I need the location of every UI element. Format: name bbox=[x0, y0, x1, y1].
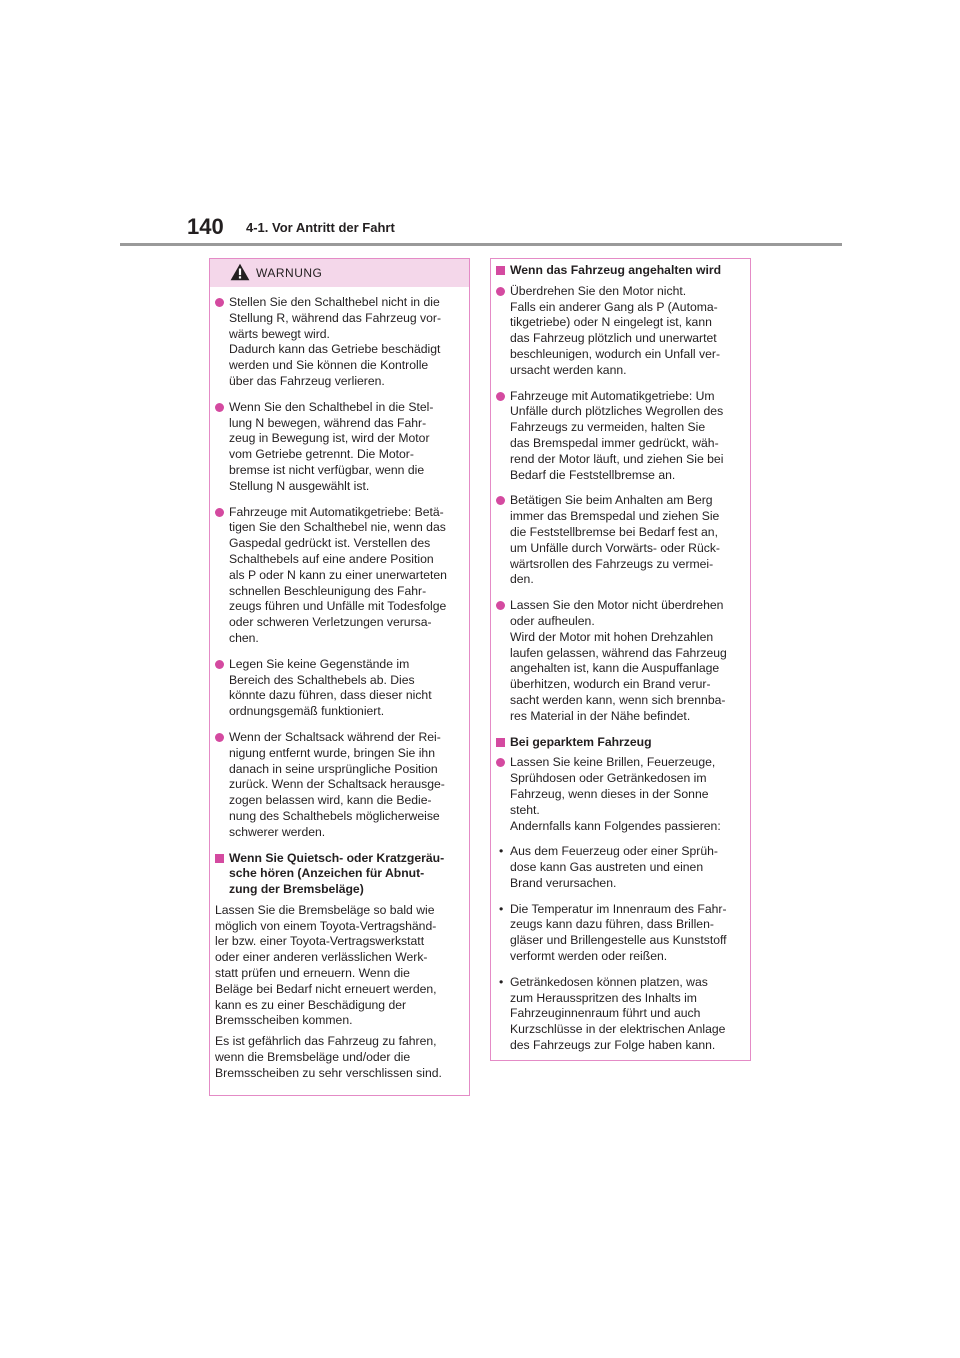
bullet-item bbox=[496, 755, 746, 834]
section-heading bbox=[215, 851, 465, 898]
text-line: vom Getriebe getrennt. Die Motor- bbox=[229, 447, 414, 462]
text-line: Stellen Sie den Schalthebel nicht in die bbox=[229, 295, 440, 309]
text-line: das Fahrzeug plötzlich und unerwartet bbox=[510, 331, 717, 346]
bullet-item bbox=[215, 400, 465, 495]
text-line: Lassen Sie keine Brillen, Feuerzeuge, bbox=[510, 755, 716, 770]
dash-item bbox=[496, 902, 746, 965]
text-line: steht. bbox=[510, 802, 540, 817]
text-line: res Material in der Nähe befindet. bbox=[510, 708, 691, 723]
text-line: dose kann Gas austreten und einen bbox=[510, 860, 704, 875]
text-line: zurück. Wenn der Schaltsack herausge- bbox=[229, 777, 445, 792]
text-line: sche hören (Anzeichen für Abnut- bbox=[229, 866, 425, 881]
text-line: Wenn Sie den Schalthebel in die Stel- bbox=[229, 399, 434, 414]
text-line: Bereich des Schalthebels ab. Dies bbox=[229, 672, 415, 687]
text-line: zung der Bremsbeläge) bbox=[229, 882, 364, 897]
text-line: Sprühdosen oder Getränkedosen im bbox=[510, 771, 707, 786]
bullet-item bbox=[496, 598, 746, 724]
text-line: Es ist gefährlich das Fahrzeug zu fahren, bbox=[215, 1034, 437, 1049]
text-line: Legen Sie keine Gegenstände im bbox=[229, 656, 410, 671]
text-line: bremse ist nicht verfügbar, wenn die bbox=[229, 462, 425, 477]
text-line: tikgetriebe) oder N eingelegt ist, kann bbox=[510, 315, 712, 330]
text-line: zeugs führen und Unfälle mit Todesfolge bbox=[229, 599, 447, 614]
square-bullet-icon bbox=[215, 854, 224, 863]
paragraph bbox=[215, 903, 465, 1029]
text-line: Stellung N ausgewählt ist. bbox=[229, 478, 370, 493]
text-line: beschleunigen, wodurch ein Unfall ver- bbox=[510, 346, 721, 361]
text-line: als P oder N kann zu einer unerwarteten bbox=[229, 567, 447, 582]
square-bullet-icon bbox=[496, 738, 505, 747]
text-line: Die Temperatur im Innenraum des Fahr- bbox=[510, 901, 727, 916]
text-line: oder aufheulen. bbox=[510, 613, 595, 628]
text-line: angehalten ist, kann die Auspuffanlage bbox=[510, 661, 720, 676]
text-line: verformt werden oder reißen. bbox=[510, 949, 668, 964]
text-line: schnellen Beschleunigung des Fahr- bbox=[229, 583, 427, 598]
text-line: Fahrzeuge mit Automatikgetriebe: Um bbox=[510, 388, 715, 403]
header-rule bbox=[120, 243, 842, 246]
text-line: zum Herausspritzen des Inhalts im bbox=[510, 990, 697, 1005]
text-line: Brand verursachen. bbox=[510, 875, 617, 890]
small-bullet-icon: • bbox=[499, 974, 504, 989]
round-bullet-icon bbox=[496, 496, 505, 505]
text-line: werden und Sie können die Kontrolle bbox=[229, 358, 429, 373]
warning-content-left bbox=[215, 295, 465, 1087]
text-line: kann es zu einer Beschädigung der bbox=[215, 997, 407, 1012]
text-line: Fahrzeuge mit Automatikgetriebe: Betä- bbox=[229, 504, 444, 519]
text-line: ursacht werden kann. bbox=[510, 362, 627, 377]
text-line: Wenn Sie Quietsch- oder Kratzgeräu- bbox=[229, 850, 445, 865]
warning-header bbox=[210, 259, 469, 287]
dash-item bbox=[496, 844, 746, 891]
bullet-item bbox=[496, 389, 746, 484]
text-line: nigung entfernt wurde, bringen Sie ihn bbox=[229, 745, 435, 760]
text-line: Dadurch kann das Getriebe beschädigt bbox=[229, 342, 441, 357]
text-line: immer das Bremspedal und ziehen Sie bbox=[510, 509, 720, 524]
square-bullet-icon bbox=[496, 266, 505, 275]
text-line: Fahrzeuginnenraum führt und auch bbox=[510, 1006, 701, 1021]
text-line: Fahrzeug, wenn dieses in der Sonne bbox=[510, 786, 709, 801]
text-line: danach in seine ursprüngliche Position bbox=[229, 761, 438, 776]
text-line: Bremsscheiben kommen. bbox=[215, 1013, 353, 1028]
text-line: zeug in Bewegung ist, wird der Motor bbox=[229, 431, 430, 446]
round-bullet-icon bbox=[215, 660, 224, 669]
bullet-item bbox=[215, 730, 465, 841]
text-line: ler bzw. einer Toyota-Vertragswerkstatt bbox=[215, 934, 425, 949]
text-line: zogen belassen wird, kann die Bedie- bbox=[229, 793, 432, 808]
text-line: chen. bbox=[229, 630, 259, 645]
text-line: Wird der Motor mit hohen Drehzahlen bbox=[510, 629, 714, 644]
section-title: 4-1. Vor Antritt der Fahrt bbox=[246, 220, 395, 235]
text-line: nung des Schalthebels möglicherweise bbox=[229, 808, 440, 823]
section-heading bbox=[496, 735, 746, 751]
warning-label: WARNUNG bbox=[256, 266, 323, 280]
round-bullet-icon bbox=[496, 758, 505, 767]
text-line: Bei geparktem Fahrzeug bbox=[510, 734, 652, 749]
page-number: 140 bbox=[187, 214, 224, 239]
text-line: Fahrzeugs zu vermeiden, halten Sie bbox=[510, 420, 706, 435]
text-line: möglich von einem Toyota-Vertragshänd- bbox=[215, 918, 437, 933]
bullet-item bbox=[496, 493, 746, 588]
text-line: Andernfalls kann Folgendes passieren: bbox=[510, 818, 721, 833]
text-line: das Bremspedal immer gedrückt, wäh- bbox=[510, 435, 719, 450]
warning-box-left bbox=[209, 258, 470, 1096]
text-line: ordnungsgemäß funktioniert. bbox=[229, 704, 385, 719]
small-bullet-icon: • bbox=[499, 901, 504, 916]
text-line: Unfälle durch plötzliches Wegrollen des bbox=[510, 404, 724, 419]
text-line: Stellung R, während das Fahrzeug vor- bbox=[229, 310, 442, 325]
text-line: des Fahrzeugs zur Folge haben kann. bbox=[510, 1038, 716, 1053]
text-line: Wenn das Fahrzeug angehalten wird bbox=[510, 263, 722, 277]
text-line: Getränkedosen können platzen, was bbox=[510, 974, 708, 989]
bullet-item bbox=[496, 284, 746, 379]
paragraph bbox=[215, 1034, 465, 1081]
text-line: gläser und Brillengestelle aus Kunststoff bbox=[510, 933, 727, 948]
section-heading bbox=[496, 263, 746, 279]
warning-box-right bbox=[490, 258, 751, 1061]
text-line: um Unfälle durch Vorwärts- oder Rück- bbox=[510, 540, 720, 555]
text-line: tigen Sie den Schalthebel nie, wenn das bbox=[229, 520, 446, 535]
round-bullet-icon bbox=[215, 508, 224, 517]
text-line: die Feststellbremse bei Bedarf fest an, bbox=[510, 524, 718, 539]
text-line: überhitzen, wodurch ein Brand verur- bbox=[510, 677, 711, 692]
text-line: rend der Motor läuft, und ziehen Sie bei bbox=[510, 451, 724, 466]
text-line: wenn die Bremsbeläge und/oder die bbox=[215, 1050, 411, 1065]
round-bullet-icon bbox=[496, 392, 505, 401]
warning-content-right bbox=[496, 263, 746, 1064]
text-line: den. bbox=[510, 572, 534, 587]
bullet-item bbox=[215, 295, 465, 390]
text-line: sacht werden kann, wenn sich brennba- bbox=[510, 692, 726, 707]
bullet-item bbox=[215, 505, 465, 647]
text-line: oder einer anderen verlässlichen Werk- bbox=[215, 950, 428, 965]
text-line: Überdrehen Sie den Motor nicht. bbox=[510, 283, 687, 298]
text-line: Lassen Sie die Bremsbeläge so bald wie bbox=[215, 902, 435, 917]
text-line: Aus dem Feuerzeug oder einer Sprüh- bbox=[510, 844, 718, 859]
round-bullet-icon bbox=[215, 403, 224, 412]
text-line: laufen gelassen, während das Fahrzeug bbox=[510, 645, 727, 660]
text-line: Schalthebels auf eine andere Position bbox=[229, 551, 434, 566]
text-line: Betätigen Sie beim Anhalten am Berg bbox=[510, 493, 713, 508]
text-line: könnte dazu führen, dass dieser nicht bbox=[229, 688, 432, 703]
text-line: Kurzschlüsse in der elektrischen Anlage bbox=[510, 1022, 726, 1037]
text-line: Bedarf die Feststellbremse an. bbox=[510, 467, 676, 482]
bullet-item bbox=[215, 657, 465, 720]
text-line: schwerer werden. bbox=[229, 824, 326, 839]
text-line: Wenn der Schaltsack während der Rei- bbox=[229, 729, 441, 744]
small-bullet-icon: • bbox=[499, 844, 504, 859]
text-line: wärtsrollen des Fahrzeugs zu vermei- bbox=[510, 556, 714, 571]
round-bullet-icon bbox=[215, 733, 224, 742]
dash-item bbox=[496, 975, 746, 1054]
text-line: zeugs kann dazu führen, dass Brillen- bbox=[510, 917, 714, 932]
text-line: oder schweren Verletzungen verursa- bbox=[229, 615, 432, 630]
round-bullet-icon bbox=[496, 601, 505, 610]
text-line: Falls ein anderer Gang als P (Automa- bbox=[510, 299, 718, 314]
text-line: wärts bewegt wird. bbox=[229, 326, 330, 341]
text-line: Beläge bei Bedarf nicht erneuert werden, bbox=[215, 981, 437, 996]
warning-triangle-icon bbox=[230, 263, 250, 281]
page-header bbox=[187, 212, 687, 246]
text-line: Bremsscheiben zu sehr verschlissen sind. bbox=[215, 1065, 442, 1080]
text-line: lung N bewegen, während das Fahr- bbox=[229, 415, 427, 430]
text-line: statt prüfen und erneuern. Wenn die bbox=[215, 966, 410, 981]
text-line: über das Fahrzeug verlieren. bbox=[229, 373, 385, 388]
round-bullet-icon bbox=[215, 298, 224, 307]
text-line: Lassen Sie den Motor nicht überdrehen bbox=[510, 598, 724, 613]
text-line: Gaspedal gedrückt ist. Verstellen des bbox=[229, 536, 431, 551]
round-bullet-icon bbox=[496, 287, 505, 296]
